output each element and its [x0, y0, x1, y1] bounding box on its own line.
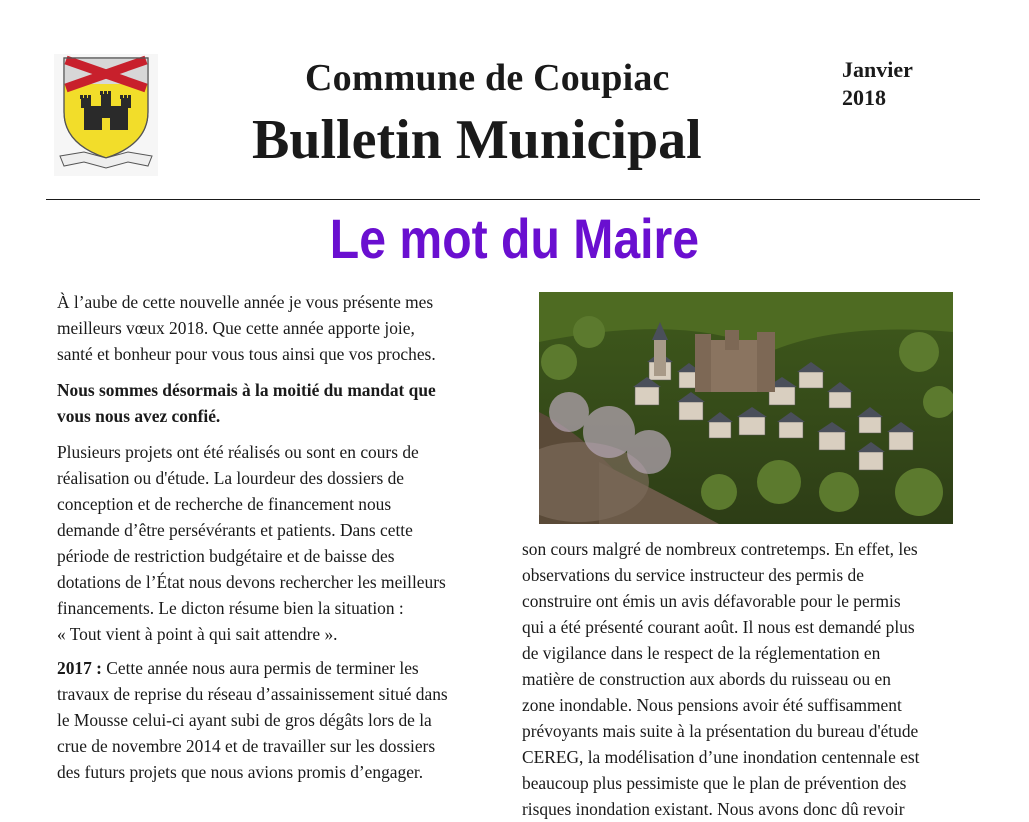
- text-line: [57, 655, 507, 681]
- text-line: demande d’être persévérants et patients. Dans cette: [57, 520, 413, 540]
- text-line: construire ont émis un avis défavorable pour le permis: [522, 591, 901, 611]
- text-line: dotations de l’État nous devons rechercher les meilleurs: [57, 572, 446, 592]
- text-line: observations du service instructeur des permis de: [522, 565, 864, 585]
- text-line: risques inondation existant. Nous avons donc dû revoir: [522, 799, 905, 819]
- commune-name: Commune de Coupiac: [305, 57, 670, 99]
- text-line: beaucoup plus pessimiste que le plan de prévention des: [522, 773, 907, 793]
- text-line: son cours malgré de nombreux contretemps. En effet, les: [522, 539, 918, 559]
- issue-month: Janvier: [842, 57, 913, 82]
- text-line: de vigilance dans le respect de la réglementation en: [522, 643, 881, 663]
- village-photo: [539, 292, 953, 524]
- text-line: « Tout vient à point à qui sait attendre ».: [57, 624, 338, 644]
- text-line: Nous sommes désormais à la moitié du mandat que: [57, 380, 436, 400]
- text-line: réalisation ou d'étude. La lourdeur des dossiers de: [57, 468, 404, 488]
- text-line: matière de construction aux abords du ruisseau ou en: [522, 669, 891, 689]
- left-column: [57, 289, 507, 785]
- text-line: crue de novembre 2014 et de travailler sur les dossiers: [57, 736, 436, 756]
- issue-year: 2018: [842, 85, 886, 110]
- year-label: 2017 :: [57, 658, 102, 678]
- text-line: conception et de recherche de financement nous: [57, 494, 392, 514]
- paragraph-continuation: [522, 536, 982, 822]
- right-column: [522, 536, 982, 822]
- text-line: meilleurs vœux 2018. Que cette année apporte joie,: [57, 318, 415, 338]
- coat-of-arms: [54, 54, 158, 176]
- text-line: Plusieurs projets ont été réalisés ou sont en cours de: [57, 442, 419, 462]
- text-line: des futurs projets que nous avions promis d’engager.: [57, 762, 424, 782]
- text-line: CEREG, la modélisation d’une inondation centennale est: [522, 747, 920, 767]
- paragraph-2017: [57, 655, 507, 785]
- text-line: période de restriction budgétaire et de baisse des: [57, 546, 395, 566]
- issue-date: [842, 56, 942, 112]
- paragraph-greeting: [57, 289, 507, 367]
- section-headline: Le mot du Maire: [329, 207, 700, 270]
- bulletin-title: Bulletin Municipal: [252, 109, 702, 171]
- text-line: financements. Le dicton résume bien la situation :: [57, 598, 404, 618]
- paragraph-mandate: [57, 377, 507, 429]
- text-fragment: Cette année nous aura permis de terminer les: [101, 658, 419, 678]
- paragraph-projects: [57, 439, 507, 647]
- text-line: travaux de reprise du réseau d’assainissement situé dans: [57, 684, 448, 704]
- text-line: prévoyants mais suite à la présentation du bureau d'étude: [522, 721, 919, 741]
- text-line: zone inondable. Nous pensions avoir été suffisamment: [522, 695, 902, 715]
- text-line: le Mousse celui-ci ayant subi de gros dégâts lors de la: [57, 710, 432, 730]
- text-line: À l’aube de cette nouvelle année je vous présente mes: [57, 292, 434, 312]
- text-line: vous nous avez confié.: [57, 406, 221, 426]
- text-line: qui a été présenté courant août. Il nous est demandé plus: [522, 617, 915, 637]
- header-divider: [46, 199, 980, 200]
- text-line: santé et bonheur pour vous tous ainsi que vos proches.: [57, 344, 436, 364]
